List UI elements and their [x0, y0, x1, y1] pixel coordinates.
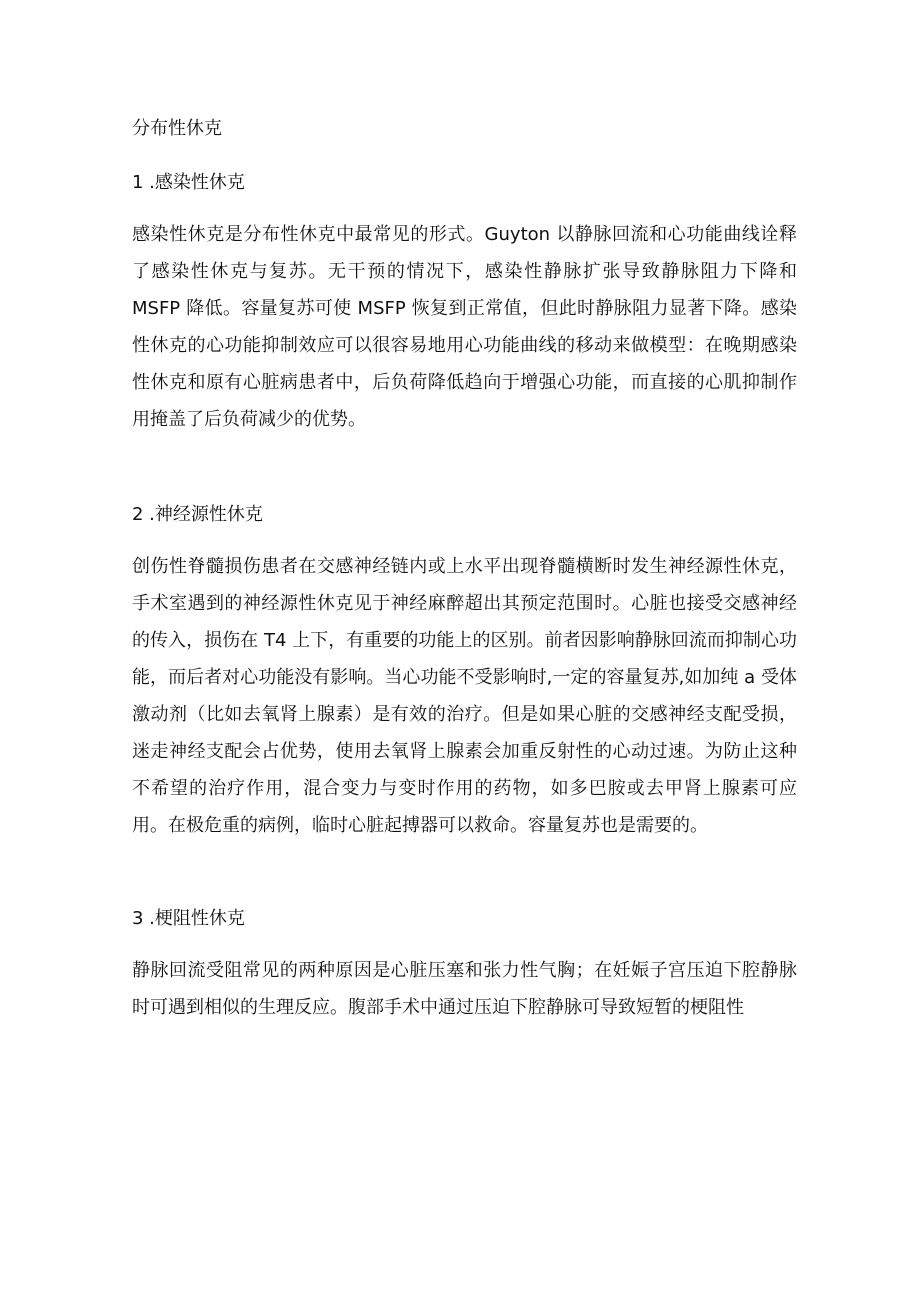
section-heading: 2 .神经源性休克 [132, 504, 263, 525]
section-spacer [132, 844, 797, 904]
section-paragraph: 静脉回流受阻常见的两种原因是心脏压塞和张力性气胸；在妊娠子宫压迫下腔静脉时可遇到相似的生理反应。腹部手术中通过压迫下腔静脉可导致短暂的梗阻性 [132, 960, 797, 1018]
section-paragraph: 感染性休克是分布性休克中最常见的形式。Guyton 以静脉回流和心功能曲线诠释了感染性休克与复苏。无干预的情况下，感染性静脉扩张导致静脉阻力下降和 MSFP 降低。容量复苏可使 MSFP 恢复到正常值，但此时静脉阻力显著下降。感染性休克的心功能抑制效应可以很容易地用心功能曲线的移动来做模型：在晚期感染性休克和原有心脏病患者中，后负荷降低趋向于增强心功能，而直接的心肌抑制作用掩盖了后负荷减少的优势。 [132, 224, 797, 430]
section-septic-shock [132, 168, 797, 438]
section-heading: 1 .感染性休克 [132, 172, 245, 193]
section-obstructive-shock [132, 904, 797, 1026]
section-paragraph: 创伤性脊髓损伤患者在交感神经链内或上水平出现脊髓横断时发生神经源性休克，手术室遇到的神经源性休克见于神经麻醉超出其预定范围时。心脏也接受交感神经的传入，损伤在 T4 上下，有重要的功能上的区别。前者因影响静脉回流而抑制心功能，而后者对心功能没有影响。当心功能不受影响时,一定的容量复苏,如加纯 a 受体激动剂（比如去氧肾上腺素）是有效的治疗。但是如果心脏的交感神经支配受损，迷走神经支配会占优势，使用去氧肾上腺素会加重反射性的心动过速。为防止这种不希望的治疗作用，混合变力与变时作用的药物，如多巴胺或去甲肾上腺素可应用。在极危重的病例，临时心脏起搏器可以救命。容量复苏也是需要的。 [132, 556, 797, 836]
section-heading: 3 .梗阻性休克 [132, 908, 245, 929]
document-title: 分布性休克 [132, 118, 222, 139]
section-neurogenic-shock [132, 500, 797, 844]
section-spacer [132, 438, 797, 500]
document-content [132, 114, 797, 1026]
